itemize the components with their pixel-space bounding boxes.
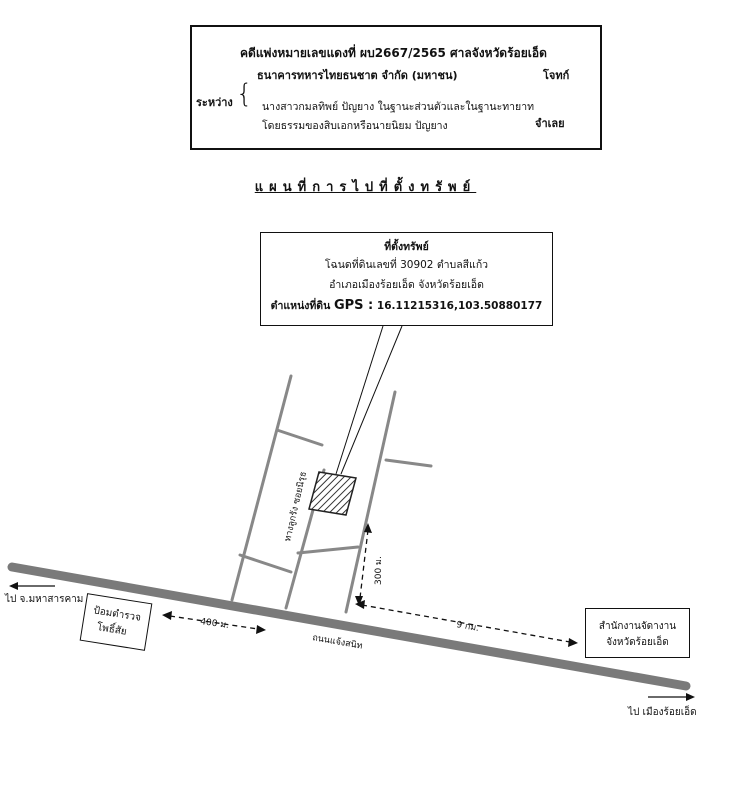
arrow-left-icon (9, 582, 18, 590)
gps-label: GPS : (333, 298, 374, 313)
brace-icon: { (236, 79, 253, 109)
gps-prefix: ตำแหน่งที่ดิน (270, 300, 331, 312)
arrow-right-icon (256, 625, 266, 634)
plaintiff-name: ธนาคารทหารไทยธนชาต จำกัด (มหาชน) (257, 69, 458, 82)
gps-value: 16.11215316,103.50880177 (376, 300, 543, 312)
property-parcel (309, 472, 356, 515)
cross-road-top (277, 430, 322, 445)
defendant-role: จำเลย (535, 117, 565, 130)
side-road-label: ทางลูกรัง ซอยนิรุธ (283, 470, 310, 543)
cross-road-left (240, 555, 291, 572)
side-road-left-edge (232, 376, 291, 600)
to-roiet-label: ไป เมืองร้อยเอ็ด (628, 707, 697, 718)
map-title: แผนที่การไปที่ตั้งทรัพย์ (254, 180, 477, 195)
between-label: ระหว่าง (196, 96, 233, 109)
office-line2: จังหวัดร้อยเอ็ด (606, 637, 669, 648)
distance-400m-label: 400 ม. (199, 617, 230, 631)
case-number: คดีแพ่งหมายเลขแดงที่ ผบ2667/2565 ศาลจังหวัดร้อยเอ็ด (240, 46, 547, 60)
property-deed: โฉนดที่ดินเลขที่ 30902 ตำบลสีแก้ว (324, 259, 489, 271)
arrow-right-icon (568, 638, 578, 647)
distance-300m-label: 300 ม. (374, 556, 384, 585)
arrow-right-icon (686, 693, 695, 701)
office-box (585, 608, 690, 658)
police-box-line2: โพธิ์สัย (96, 622, 128, 638)
plaintiff-role: โจทก์ (543, 69, 570, 82)
to-mahasarakham-label: ไป จ.มหาสารคาม (5, 594, 84, 605)
main-road-label: ถนนแจ้งสนิท (311, 633, 364, 652)
office-line1: สำนักงานจัดางาน (598, 621, 677, 632)
arrow-left-icon (162, 611, 172, 620)
defendant-line1: นางสาวกมลทิพย์ ปัญยาง ในฐานะส่วนตัวและในฐานะทายาท (262, 101, 535, 113)
gps-line (261, 299, 552, 313)
police-box-line1: ป้อมตำรวจ (92, 605, 142, 624)
distance-9km-label: 9 กม. (455, 620, 480, 634)
police-box (80, 593, 153, 651)
cross-road-middle (298, 547, 358, 553)
callout-line (336, 326, 383, 474)
branch-road-right (386, 460, 431, 466)
property-district: อำเภอเมืองร้อยเอ็ด จังหวัดร้อยเอ็ด (329, 279, 484, 291)
property-heading: ที่ตั้งทรัพย์ (384, 241, 429, 253)
side-road-right-edge (346, 392, 395, 612)
defendant-line2: โดยธรรมของสิบเอกหรือนายนิยม ปัญยาง (262, 120, 448, 132)
property-info-box (260, 232, 553, 326)
